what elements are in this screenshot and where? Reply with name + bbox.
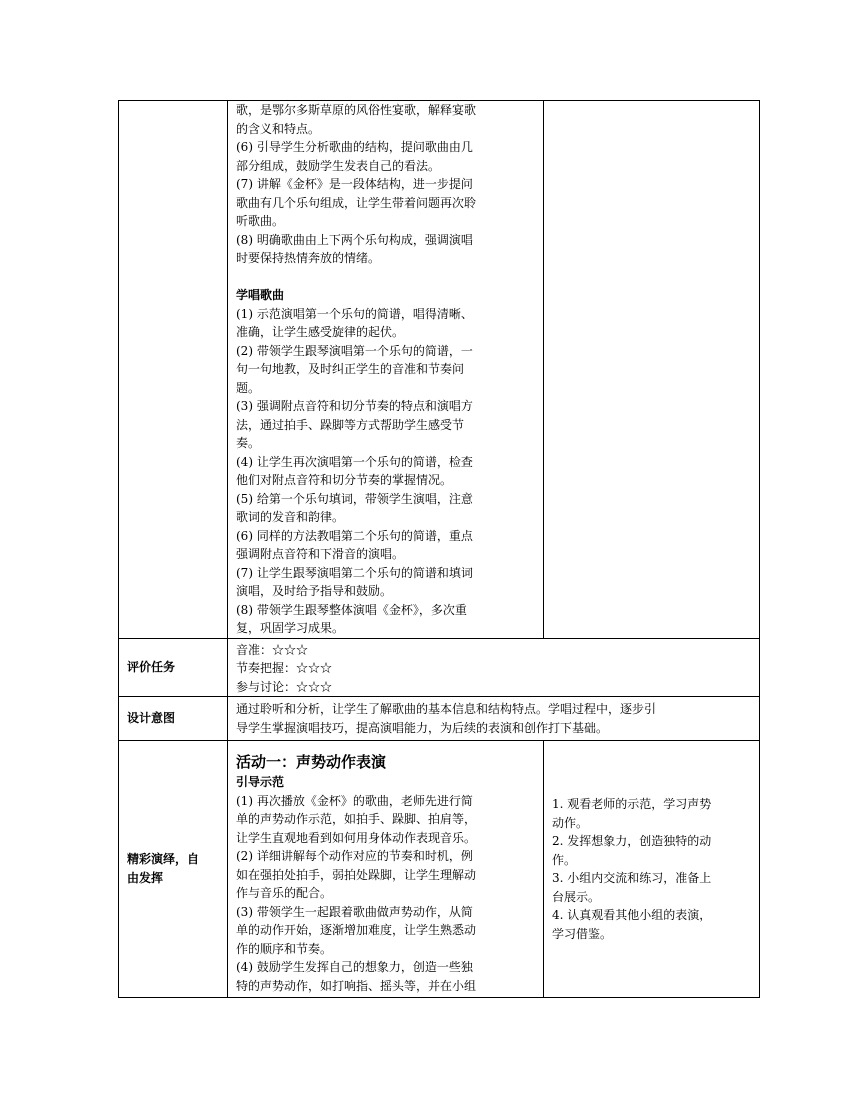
text-line: 歌词的发音和韵律。 <box>236 510 345 524</box>
text-line: 学习借鉴。 <box>552 926 613 941</box>
text-line: 作。 <box>552 852 577 867</box>
text-line: 复，巩固学习成果。 <box>236 621 345 635</box>
text-line: 3. 小组内交流和练习，准备上 <box>552 871 712 885</box>
text-line: 演唱，及时给予指导和鼓励。 <box>236 584 393 598</box>
text-line: 强调附点音符和下滑音的演唱。 <box>236 547 405 561</box>
text-line: 奏。 <box>236 436 261 450</box>
rating-line: 节奏把握：☆☆☆ <box>236 661 333 675</box>
rating-line: 参与讨论：☆☆☆ <box>236 679 333 694</box>
activity-heading: 活动一：声势动作表演 <box>236 753 387 771</box>
row1-label-cell <box>119 101 228 639</box>
text-line: 台展示。 <box>552 889 601 904</box>
text-line: 动作。 <box>552 815 589 830</box>
text-line: 导学生掌握演唱技巧，提高演唱能力，为后续的表演和创作打下基础。 <box>236 720 609 735</box>
text-line: 1. 观看老师的示范，学习声势 <box>552 797 712 811</box>
text-line: 他们对附点音符和切分节奏的掌握情况。 <box>236 473 453 487</box>
activity-subheading: 引导示范 <box>236 775 285 789</box>
text-line: 题。 <box>236 380 261 395</box>
text-line: (6) 引导学生分析歌曲的结构，提问歌曲由几 <box>236 140 473 154</box>
text-line: 法，通过拍手、跺脚等方式帮助学生感受节 <box>236 417 465 432</box>
evaluation-content-cell <box>228 638 760 697</box>
row1-bottom-lines <box>236 305 535 638</box>
text-line: (1) 再次播放《金杯》的歌曲，老师先进行简 <box>236 793 473 808</box>
text-line: 作的顺序和节奏。 <box>236 941 333 956</box>
text-line: 让学生直观地看到如何用身体动作表现音乐。 <box>236 830 477 845</box>
blank-line <box>236 268 535 287</box>
table-row <box>119 741 760 998</box>
text-line: (2) 带领学生跟琴演唱第一个乐句的简谱，一 <box>236 343 473 358</box>
table-row <box>119 638 760 697</box>
text-line: (7) 让学生跟琴演唱第二个乐句的简谱和填词 <box>236 565 473 580</box>
design-intent-content-cell <box>228 697 760 741</box>
text-line: 如在强拍处拍手，弱拍处跺脚，让学生理解动 <box>236 867 477 882</box>
text-line: (5) 给第一个乐句填词，带领学生演唱，注意 <box>236 491 473 506</box>
text-line: 通过聆听和分析，让学生了解歌曲的基本信息和结构特点。学唱过程中，逐步引 <box>236 702 657 716</box>
text-line: (8) 明确歌曲由上下两个乐句构成，强调演唱 <box>236 232 473 247</box>
lesson-plan-table <box>118 100 760 998</box>
rating-line: 音准：☆☆☆ <box>236 642 309 657</box>
text-line: (3) 带领学生一起跟着歌曲做声势动作，从简 <box>236 904 473 919</box>
text-line: 歌曲有几个乐句组成，让学生带着问题再次聆 <box>236 195 477 210</box>
text-line: 时要保持热情奔放的情绪。 <box>236 251 381 265</box>
row-label-evaluation: 评价任务 <box>119 638 228 697</box>
text-line: (4) 让学生再次演唱第一个乐句的简谱，检查 <box>236 454 473 469</box>
text-line: 句一句地教，及时纠正学生的音准和节奏问 <box>236 362 465 376</box>
text-line: 的含义和特点。 <box>236 121 321 136</box>
student-activity-cell <box>544 741 760 998</box>
table-row <box>119 101 760 639</box>
text-line: (6) 同样的方法教唱第二个乐句的简谱，重点 <box>236 528 473 543</box>
activity-content-cell <box>228 741 544 998</box>
text-line: (4) 鼓励学生发挥自己的想象力，创造一些独 <box>236 960 473 974</box>
text-line: (2) 详细讲解每个动作对应的节奏和时机，例 <box>236 849 473 863</box>
row-label-design-intent: 设计意图 <box>119 697 228 741</box>
row-label-performance <box>119 741 228 998</box>
text-line: 特的声势动作，如打响指、摇头等，并在小组 <box>236 978 477 993</box>
text-line: 准确，让学生感受旋律的起伏。 <box>236 325 405 339</box>
label-line: 精彩演绎，自 <box>127 852 200 866</box>
text-line: 单的动作开始，逐渐增加难度，让学生熟悉动 <box>236 923 477 937</box>
text-line: (1) 示范演唱第一个乐句的简谱，唱得清晰、 <box>236 306 473 321</box>
row1-student-cell <box>544 101 760 639</box>
text-line: 歌，是鄂尔多斯草原的风俗性宴歌，解释宴歌 <box>236 103 477 117</box>
table-row <box>119 697 760 741</box>
text-line: (3) 强调附点音符和切分节奏的特点和演唱方 <box>236 399 473 413</box>
row1-content-cell <box>228 101 544 639</box>
row1-top-lines <box>236 101 535 268</box>
text-line: 2. 发挥想象力，创造独特的动 <box>552 834 712 848</box>
section-title: 学唱歌曲 <box>236 288 285 302</box>
text-line: 单的声势动作示范，如拍手、跺脚、拍肩等， <box>236 812 477 826</box>
label-line: 由发挥 <box>127 871 164 885</box>
text-line: (7) 讲解《金杯》是一段体结构，进一步提问 <box>236 177 473 191</box>
text-line: (8) 带领学生跟琴整体演唱《金杯》，多次重 <box>236 602 467 617</box>
text-line: 部分组成，鼓励学生发表自己的看法。 <box>236 158 441 173</box>
text-line: 听歌曲。 <box>236 214 285 228</box>
text-line: 4. 认真观看其他小组的表演， <box>552 908 712 922</box>
text-line: 作与音乐的配合。 <box>236 886 333 900</box>
